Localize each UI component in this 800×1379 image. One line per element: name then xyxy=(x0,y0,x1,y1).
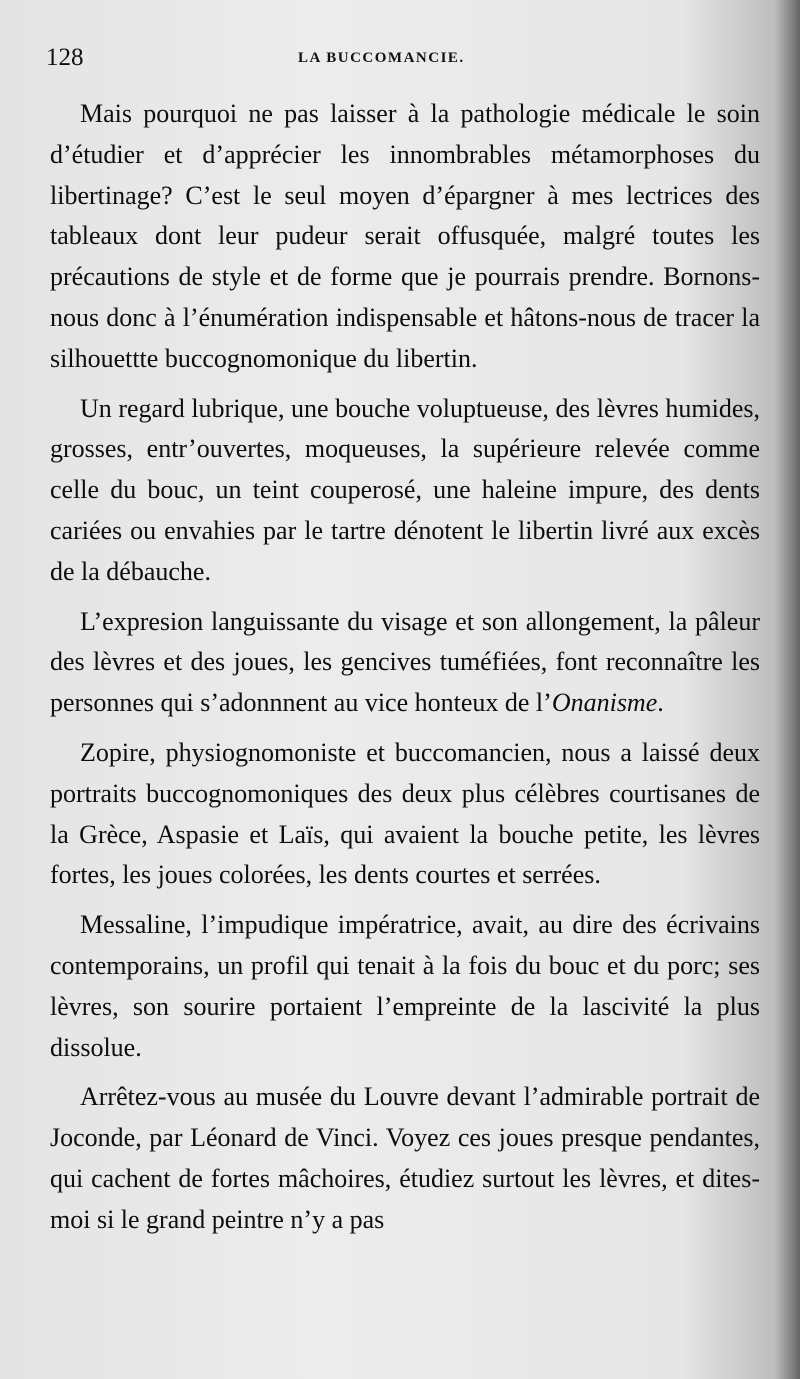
paragraph-2: Un regard lubrique, une bouche voluptueuse, des lèvres humides, grosses, entr’ouvertes, moqueuses, la supérieure relevée comme celle du bouc, un teint couperosé, une haleine impure, des dents cariées ou envahies par le tartre dénotent le libertin livré aux excès de la débauche. xyxy=(50,393,760,586)
page-number: 128 xyxy=(46,44,84,71)
paragraph-6: Arrêtez-vous au musée du Louvre devant l’admirable portrait de Joconde, par Léonard de Vinci. Voyez ces joues presque pendantes, qui cachent de fortes mâchoires, étudiez surtout les lèvres, et dites-moi si le grand peintre n’y a pas xyxy=(50,1082,760,1234)
italic-term: Onanisme xyxy=(551,688,658,718)
paragraph-3 xyxy=(50,602,760,724)
body-text xyxy=(50,94,760,1250)
paragraph-5: Messaline, l’impudique impératrice, avait, au dire des écrivains contemporains, un profil qui tenait à la fois du bouc et du porc; ses lèvres, son sourire portaient l’empreinte de la lascivité la plus dissolue. xyxy=(50,910,760,1062)
page-header xyxy=(46,44,760,76)
paragraph-1: Mais pourquoi ne pas laisser à la pathologie médicale le soin d’étudier et d’apprécier les innombrables métamorphoses du libertinage? C’est le seul moyen d’épargner à mes lectrices des tableaux dont leur pudeur serait offusquée, malgré toutes les précautions de style et de forme que je pourrais prendre. Bornons-nous donc à l’énumération indispensable et hâtons-nous de tracer la silhouettte buccognomonique du libertin. xyxy=(50,99,760,373)
paragraph-3-end: . xyxy=(657,688,664,718)
paragraph-3-text: L’expresion languissante du visage et son allongement, la pâleur des lèvres et des joues, les gencives tuméfiées, font reconnaître les personnes qui s’adonnnent au vice honteux de l’ xyxy=(50,606,760,718)
paragraph-4: Zopire, physiognomoniste et buccomancien, nous a laissé deux portraits buccognomoniques des deux plus célèbres courtisanes de la Grèce, Aspasie et Laïs, qui avaient la bouche petite, les lèvres fortes, les joues colorées, les dents courtes et serrées. xyxy=(50,737,760,890)
running-head: LA BUCCOMANCIE. xyxy=(298,50,465,66)
page-edge-shadow xyxy=(774,0,800,1379)
